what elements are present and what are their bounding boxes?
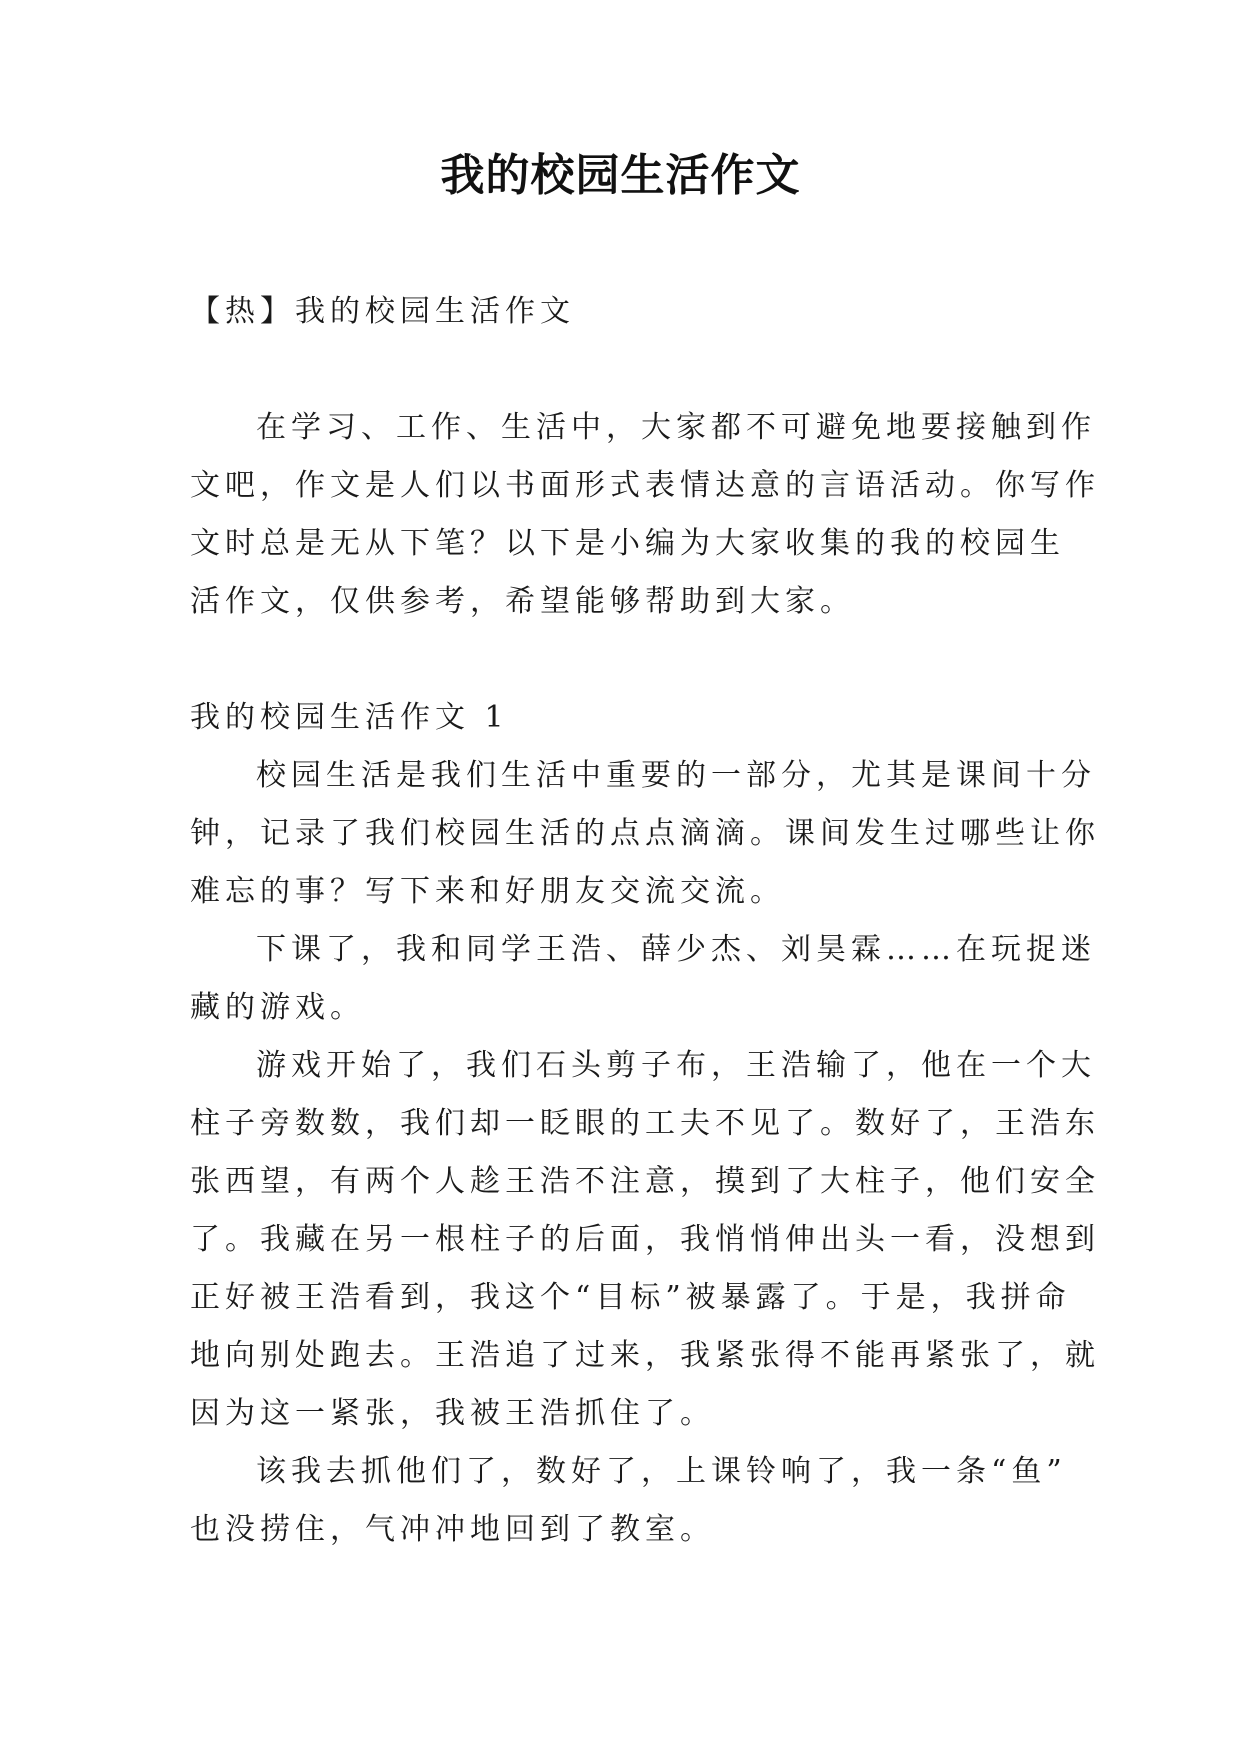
body-line: 该我去抓他们了，数好了，上课铃响了，我一条“鱼” — [256, 1454, 1067, 1489]
body-line: 校园生活是我们生活中重要的一部分，尤其是课间十分 — [256, 758, 1096, 793]
body-line: 地向别处跑去。王浩追了过来，我紧张得不能再紧张了，就 — [190, 1338, 1100, 1373]
body-line: 张西望，有两个人趁王浩不注意，摸到了大柱子，他们安全 — [190, 1164, 1100, 1199]
body-line: 也没捞住，气冲冲地回到了教室。 — [190, 1512, 715, 1547]
section-heading: 我的校园生活作文 1 — [190, 700, 509, 735]
body-line: 藏的游戏。 — [190, 990, 365, 1025]
body-line: 了。我藏在另一根柱子的后面，我悄悄伸出头一看，没想到 — [190, 1222, 1100, 1257]
body-line: 难忘的事？写下来和好朋友交流交流。 — [190, 874, 785, 909]
body-line: 下课了，我和同学王浩、薛少杰、刘昊霖……在玩捉迷 — [256, 932, 1096, 967]
intro-line: 文时总是无从下笔？以下是小编为大家收集的我的校园生 — [190, 526, 1065, 561]
body-line: 游戏开始了，我们石头剪子布，王浩输了，他在一个大 — [256, 1048, 1096, 1083]
body-line: 钟，记录了我们校园生活的点点滴滴。课间发生过哪些让你 — [190, 816, 1100, 851]
document-subtitle: 【热】我的校园生活作文 — [190, 294, 575, 329]
intro-line: 文吧，作文是人们以书面形式表情达意的言语活动。你写作 — [190, 468, 1100, 503]
intro-line: 在学习、工作、生活中，大家都不可避免地要接触到作 — [256, 410, 1096, 445]
intro-line: 活作文，仅供参考，希望能够帮助到大家。 — [190, 584, 855, 619]
body-line: 柱子旁数数，我们却一眨眼的工夫不见了。数好了，王浩东 — [190, 1106, 1100, 1141]
body-line: 因为这一紧张，我被王浩抓住了。 — [190, 1396, 715, 1431]
document-title: 我的校园生活作文 — [440, 150, 801, 201]
body-line: 正好被王浩看到，我这个“目标”被暴露了。于是，我拼命 — [190, 1280, 1071, 1315]
